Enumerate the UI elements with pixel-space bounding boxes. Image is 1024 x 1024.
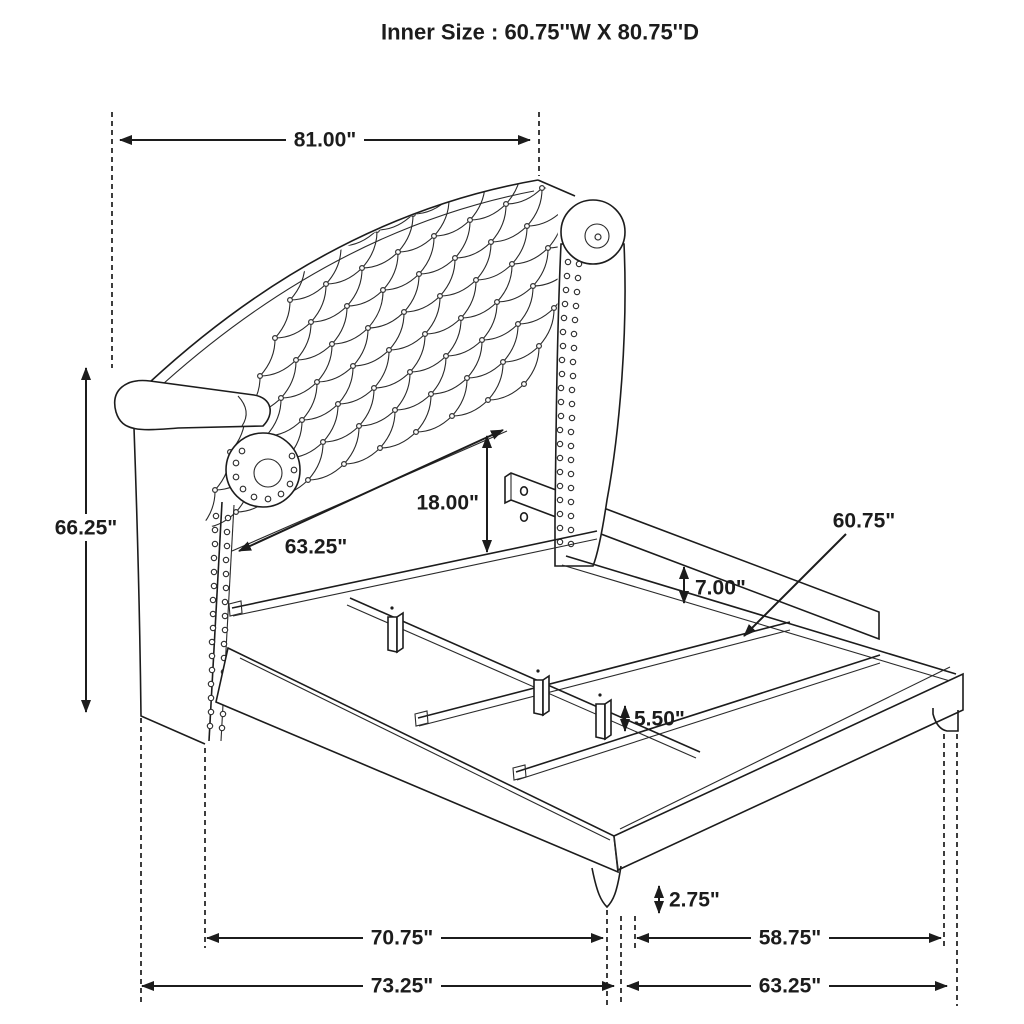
center-leg [388,606,403,652]
front-right-rail [614,674,963,870]
dimensions [47,126,947,999]
dim-rail-right-label: 58.75" [758,926,822,950]
dim-headboard-to-slat-label: 18.00" [416,491,479,515]
center-leg [596,693,611,739]
center-leg [534,669,549,715]
dim-headboard-width-label: 81.00" [293,128,357,152]
dim-overall-left-label: 73.25" [370,974,434,998]
left-scroll-face [226,433,300,507]
dim-headboard-height-label: 66.25" [54,516,118,540]
dim-foot-height-label: 2.75" [669,888,720,912]
dim-rail-left-label: 70.75" [370,926,434,950]
bracket-hole [521,513,528,521]
dim-headboard-inner-label: 63.25" [284,535,348,559]
extension-lines [112,112,957,1006]
dim-center-leg-label: 5.50" [634,707,685,731]
diagram-title: Inner Size : 60.75''W X 80.75''D [380,19,700,45]
side-rails [216,648,963,907]
left-scroll-roll [115,381,270,430]
dim-slat-length-label: 60.75" [832,509,896,533]
dim-bracket-gap-label: 7.00" [695,576,746,600]
right-scroll [561,200,625,264]
dim-overall-right-label: 63.25" [758,974,822,998]
